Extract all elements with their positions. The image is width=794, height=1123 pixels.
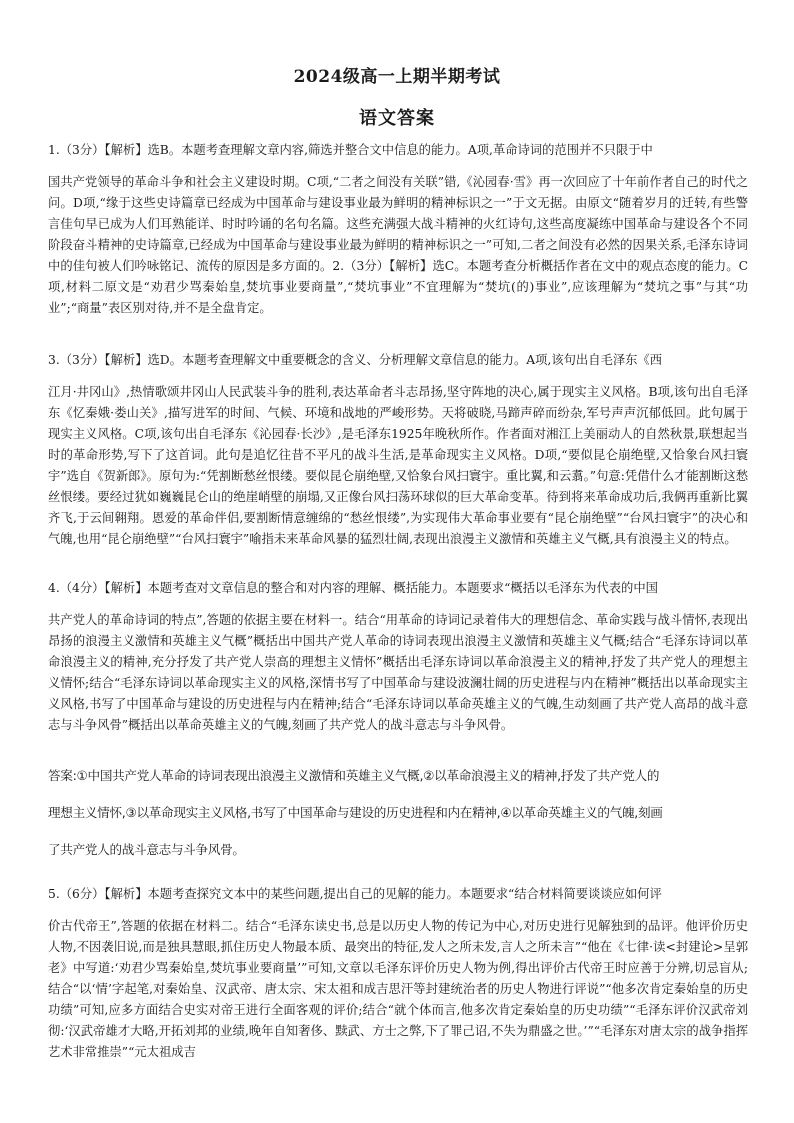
question-1-2-body: 国共产党领导的革命斗争和社会主义建设时期。C项,“二者之间没有关联”错,《沁园春·雪》再一次回应了十年前作者自己的时代之问。D项,“缘于这些史诗篇章已经成为中国革命与建设事业最为鲜明的精神标识之一”于文无据。由原文“随着岁月的迁转,有些警言佳句早已成为人们耳熟能详、时时吟诵的名句名篇。这些充满强大战斗精神的火红诗句,这些高度凝练中国革命与建设各个不同阶段奋斗精神的史诗篇章,已经成为中国革命与建设事业最为鲜明的精神标识之一”可知,二者之间没有必然的因果关系,毛泽东诗词中的佳句被人们吟咏铭记、流传的原因是多方面的。2.（3分）【解析】选C。本题考查分析概括作者在文中的观点态度的能力。C项,材料二原文是“劝君少骂秦始皇,焚坑事业要商量”,“焚坑事业”不宜理解为“焚坑(的)事业”,应该理解为“焚坑之事”与其“功业”;“商量”表区别对待,并不是全盘肯定。 [48, 175, 748, 315]
question-5-explanation [48, 884, 748, 1063]
question-4-body: 共产党人的革命诗词的特点”,答题的依据主要在材料一。结合“用革命的诗词记录着伟大的理想信念、革命实践与战斗情怀,表现出昂扬的浪漫主义激情和英雄主义气概”概括出中国共产党人革命的诗词表现出浪漫主义激情和英雄主义气概;结合“毛泽东诗词以革命浪漫主义的精神,充分抒发了共产党人崇高的理想主义情怀”概括出毛泽东诗词以革命浪漫主义的精神,抒发了共产党人的理想主义情怀;结合“毛泽东诗词以革命现实主义的风格,深情书写了中国革命与建设波澜壮阔的历史进程与内在精神”概括出以革命现实主义风格,书写了中国革命与建设的历史进程与内在精神;结合“毛泽东诗词以革命英雄主义的气魄,生动刻画了共产党人高昂的战斗意志与斗争风骨”概括出以革命英雄主义的气魄,刻画了共产党人的战斗意志与斗争风骨。 [48, 613, 748, 732]
exam-title: 2024级高一上期半期考试 [293, 67, 501, 87]
question-4-explanation [48, 578, 748, 736]
question-5-body: 价古代帝王”,答题的依据在材料二。结合“毛泽东读史书,总是以历史人物的传记为中心,对历史进行见解独到的品评。他评价历史人物,不因袭旧说,而是独具慧眼,抓住历史人物最本质、最突出的特征,发人之所未发,言人之所未言”“他在《七律·读<封建论>呈郭老》中写道:‘劝君少骂秦始皇,焚坑事业要商量’”可知,文章以毛泽东评价历史人物为例,得出评价古代帝王时应善于分辨,切忌盲从;结合“以‘情’字起笔,对秦始皇、汉武帝、唐太宗、宋太祖和成吉思汗等封建统治者的历史人物进行评说”“他多次肯定秦始皇的历史功绩”可知,应多方面结合史实对帝王进行全面客观的评价;结合“就个体而言,他多次肯定秦始皇的历史功绩”“毛泽东评价汉武帝刘彻:‘汉武帝雄才大略,开拓刘邦的业绩,晚年自知奢侈、黩武、方士之弊,下了罪己诏,不失为鼎盛之世。’”“毛泽东对唐太宗的战争指挥艺术非常推崇”“元太祖成吉 [48, 919, 748, 1059]
question-3-body: 江月·井冈山》,热情歌颂井冈山人民武装斗争的胜利,表达革命者斗志昂扬,坚守阵地的决心,属于现实主义风格。B项,该句出自毛泽东《忆秦娥·娄山关》,描写进军的时间、气候、环境和战地的严峻形势。天将破晓,马蹄声碎而纷杂,军号声声沉郁低回。此句属于现实主义风格。C项,该句出自毛泽东《沁园春·长沙》,是毛泽东1925年晚秋所作。作者面对湘江上美丽动人的自然秋景,联想起当时的革命形势,写下了这首词。此句是追忆往昔不平凡的战斗生活,是革命现实主义风格。D项,“要似昆仑崩绝壁,又恰象台风扫寰宇”选自《贺新郎》。原句为:“凭割断愁丝恨缕。要似昆仑崩绝壁,又恰象台风扫寰宇。重比翼,和云翥。”句意:凭借什么才能割断这愁丝恨缕。要经过犹如巍巍昆仑山的绝崖峭壁的崩塌,又正像台风扫荡环球似的巨大革命变革。待到将来革命成功后,我俩再重新比翼齐飞,于云间翱翔。恩爱的革命伴侣,要割断情意缠绵的“愁丝恨缕”,为实现伟大革命事业要有“昆仑崩绝壁”“台风扫寰宇”的决心和气魄,也用“昆仑崩绝壁”“台风扫寰宇”喻指未来革命风暴的猛烈壮阔,表现出浪漫主义激情和英雄主义气概,具有浪漫主义的特点。 [48, 385, 748, 546]
answer-key-title: 语文答案 [359, 108, 435, 129]
question-5-heading: 5.（6分）【解析】本题考查探究文本中的某些问题,提出自己的见解的能力。本题要求“结合材料简要谈谈应如何评 [48, 887, 662, 901]
question-1-heading: 1.（3分）【解析】选B。本题考查理解文章内容,筛选并整合文中信息的能力。A项,革命诗词的范围并不只限于中 [48, 143, 653, 157]
answer-line: 了共产党人的战斗意志与斗争风骨。 [48, 842, 245, 857]
question-1-2-explanation [48, 140, 748, 319]
question-3-explanation [48, 350, 748, 550]
answer-line: 答案:①中国共产党人革命的诗词表现出浪漫主义激情和英雄主义气概,②以革命浪漫主义的精神,抒发了共产党人的 [48, 768, 660, 783]
answer-line: 理想主义情怀,③以革命现实主义风格,书写了中国革命与建设的历史进程和内在精神,④以革命英雄主义的气魄,刻画 [48, 805, 663, 820]
question-4-heading: 4.（4分）【解析】本题考查对文章信息的整合和对内容的理解、概括能力。本题要求“概括以毛泽东为代表的中国 [48, 581, 658, 595]
question-4-answer [48, 757, 748, 868]
question-3-heading: 3.（3分）【解析】选D。本题考查理解文中重要概念的含义、分析理解文章信息的能力。A项,该句出自毛泽东《西 [48, 353, 663, 367]
